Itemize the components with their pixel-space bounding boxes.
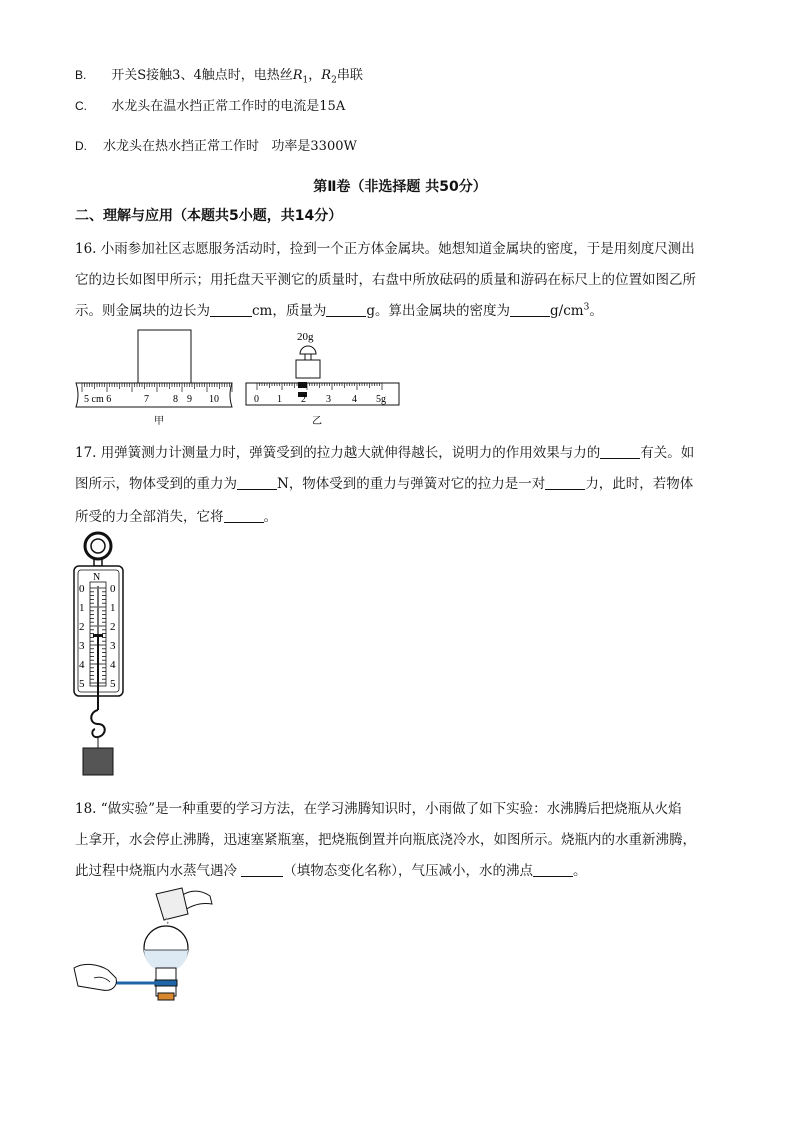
q17-line-2 xyxy=(75,472,693,492)
clamp xyxy=(155,980,177,986)
q17-text-f: 所受的力全部消失，它将 xyxy=(75,509,224,525)
pointer xyxy=(93,634,103,637)
weight-knob xyxy=(300,346,316,354)
scale-left-label: 5 xyxy=(79,678,85,690)
part-title: 第Ⅱ卷（非选择题 共50分） xyxy=(313,179,487,195)
q17-text-c: 图所示，物体受到的重力为 xyxy=(75,476,237,492)
r1-symbol: R xyxy=(292,68,303,83)
beaker-icon xyxy=(156,888,188,920)
weight-neck xyxy=(305,354,311,360)
q16-unit-sup: 3 xyxy=(583,302,590,313)
option-d xyxy=(75,135,357,154)
scale-left-label: 1 xyxy=(79,602,85,614)
q18-line-1: 18. “做实验”是一种重要的学习方法，在学习沸腾知识时，小雨做了如下实验：水沸腾后把烧瓶从火焰 xyxy=(75,801,682,817)
scale-left-label: 2 xyxy=(79,621,85,633)
section-title: 二、理解与应用（本题共5小题，共14分） xyxy=(75,208,343,224)
scale-label-2: 2 xyxy=(301,394,306,405)
q17-line-3 xyxy=(75,505,277,525)
scale-right-label: 4 xyxy=(110,659,116,671)
caption-jia: 甲 xyxy=(154,416,164,427)
option-c xyxy=(75,95,345,114)
r2-subscript: 2 xyxy=(331,75,337,86)
answer-blank[interactable] xyxy=(510,302,550,317)
r2-symbol: R xyxy=(321,68,332,83)
answer-blank[interactable] xyxy=(545,475,585,490)
option-b xyxy=(75,64,363,86)
figure-spring-balance xyxy=(65,530,135,780)
separator: ， xyxy=(308,68,322,83)
q16-line-3 xyxy=(75,299,603,319)
ruler-label-7: 7 xyxy=(144,394,149,405)
scale-right-label: 2 xyxy=(110,621,116,633)
answer-blank[interactable] xyxy=(533,862,573,877)
option-text: 水龙头在温水挡正常工作时的电流是15A xyxy=(111,99,346,114)
option-text: 开关S接触3、4触点时，电热丝 xyxy=(111,68,293,83)
hanging-ring-icon xyxy=(85,533,111,559)
q17-text-b: 有关。如 xyxy=(640,445,695,461)
q18-text-b: （填物态变化名称），气压减小，水的沸点 xyxy=(283,863,534,879)
q16-line-1: 16. 小雨参加社区志愿服务活动时，捡到一个正方体金属块。她想知道金属块的密度，于是用刻度尺测出 xyxy=(75,241,695,257)
ruler-label-9: 9 xyxy=(187,394,192,405)
stopper xyxy=(158,993,174,1000)
scale-label-4: 4 xyxy=(352,394,357,405)
scale-label-3: 3 xyxy=(326,394,331,405)
q16-text-a: 示。则金属块的边长为 xyxy=(75,303,210,319)
scale-label-5g: 5g xyxy=(376,394,386,405)
scale-label-1: 1 xyxy=(277,394,282,405)
answer-blank[interactable] xyxy=(210,302,252,317)
figure-boiling-flask xyxy=(72,882,222,1007)
q16-end: 。 xyxy=(589,303,603,319)
q17-text-g: 。 xyxy=(263,509,277,525)
scale-right-label: 5 xyxy=(110,678,116,690)
scale-right-label: 3 xyxy=(110,640,116,652)
scale-right-label: 1 xyxy=(110,602,116,614)
scale-left-label: 0 xyxy=(79,583,85,595)
q18-text-a: 此过程中烧瓶内水蒸气遇冷 xyxy=(75,863,242,879)
q17-line-1 xyxy=(75,441,694,461)
caption-yi: 乙 xyxy=(312,416,322,427)
figure-balance xyxy=(240,326,405,430)
q17-text-d: N，物体受到的重力与弹簧对它的拉力是一对 xyxy=(277,476,546,492)
option-text: 水龙头在热水挡正常工作时 功率是3300W xyxy=(103,139,357,154)
q18-line-2: 上拿开，水会停止沸腾，迅速塞紧瓶塞，把烧瓶倒置并向瓶底浇冷水，如图所示。烧瓶内的水重新沸腾， xyxy=(75,832,696,848)
metal-block xyxy=(138,330,191,383)
answer-blank[interactable] xyxy=(600,444,640,459)
option-key: C. xyxy=(75,99,87,113)
scale-left-label: 4 xyxy=(79,659,85,671)
q16-text-c: g。算出金属块的密度为 xyxy=(366,303,511,319)
q17-text-e: 力，此时，若物体 xyxy=(585,476,694,492)
ruler-label-5-6: 5 cm 6 xyxy=(84,394,112,405)
figure-ruler-block xyxy=(70,328,240,428)
q16-unit: g/cm xyxy=(550,303,584,319)
q16-line-2: 它的边长如图甲所示；用托盘天平测它的质量时，右盘中所放砝码的质量和游码在标尺上的位置如图乙所 xyxy=(75,272,696,288)
option-text-end: 串联 xyxy=(336,68,363,83)
answer-blank[interactable] xyxy=(237,475,277,490)
unit-label: N xyxy=(93,572,101,583)
ruler-label-8: 8 xyxy=(173,394,178,405)
hook-icon xyxy=(91,696,105,737)
q18-text-c: 。 xyxy=(573,863,587,879)
answer-blank[interactable] xyxy=(326,302,366,317)
flask-neck xyxy=(156,968,176,980)
ruler-label-10: 10 xyxy=(209,394,219,405)
weight-block xyxy=(83,748,113,775)
weight-20g-icon xyxy=(296,360,320,378)
scale-label-0: 0 xyxy=(254,394,259,405)
q16-text-b: cm，质量为 xyxy=(252,303,327,319)
scale-left-label: 3 xyxy=(79,640,85,652)
answer-blank[interactable] xyxy=(224,508,264,523)
scale-right-label: 0 xyxy=(110,583,116,595)
weight-label: 20g xyxy=(297,331,314,343)
r1-subscript: 1 xyxy=(302,75,309,86)
q18-line-3 xyxy=(75,859,587,879)
q17-text-a: 17. 用弹簧测力计测量力时，弹簧受到的拉力越大就伸得越长，说明力的作用效果与力的 xyxy=(75,445,601,461)
answer-blank[interactable] xyxy=(241,862,283,877)
option-key: B. xyxy=(75,68,87,82)
option-key: D. xyxy=(75,139,87,153)
rider-top xyxy=(298,382,307,388)
